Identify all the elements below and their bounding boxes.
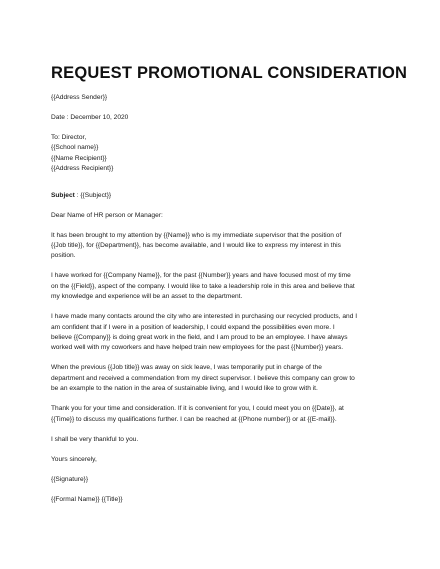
paragraph (51, 404, 389, 425)
paragraph (51, 271, 389, 302)
paragraph (51, 363, 389, 394)
paragraph-line: worked well with my coworkers and have helped train new employees for the past {{Number}} years. (51, 344, 344, 352)
thankful-line (51, 435, 389, 445)
paragraph-line: {{Job title}}, for {{Department}}, has become available, and I would like to express my interest in this (51, 242, 341, 250)
date-line: Date : December 10, 2020 (51, 114, 129, 121)
paragraph-line: position. (51, 252, 76, 260)
date-block (51, 113, 389, 123)
paragraph (51, 312, 389, 354)
letter-body (51, 93, 389, 505)
subject-line (51, 191, 389, 201)
greeting-text: Dear Name of HR person or Manager: (51, 211, 163, 219)
formal-name-text: {{Formal Name}} {{Title}} (51, 495, 123, 503)
recipient-line: {{School name}} (51, 144, 99, 152)
paragraph-line: on the {{Field}}, aspect of the company. I would like to take a leadership role in this area and believe that (51, 282, 355, 290)
address-sender-text: {{Address Sender}} (51, 94, 108, 101)
recipient-line: {{Name Recipient}} (51, 154, 107, 162)
paragraph-line: It has been brought to my attention by {{Name}} who is my immediate supervisor that the position of (51, 231, 342, 239)
paragraph (51, 231, 389, 262)
greeting (51, 211, 389, 221)
recipient-line: {{Address Recipient}} (51, 165, 114, 173)
signature-text: {{Signature}} (51, 475, 89, 483)
closing-text: Yours sincerely, (51, 455, 97, 463)
paragraph-line: be an example to the nation in the area of sustainable living, and I would like to grow with it. (51, 385, 318, 393)
address-sender (51, 93, 389, 103)
paragraph-line: my knowledge and experience will be an asset to the department. (51, 293, 243, 301)
paragraph-line: I have made many contacts around the city who are interested in purchasing our recycled products, and I (51, 313, 358, 321)
paragraph-line: believe {{Company}} is doing great work in the field, and I am proud to be an employee. I have always (51, 334, 348, 342)
closing-line (51, 455, 389, 465)
paragraph-line: When the previous {{Job title}} was away on sick leave, I was temporarily put in charge of the (51, 364, 322, 372)
recipient-line: To: Director, (51, 134, 87, 141)
paragraph-line: I have worked for {{Company Name}}, for the past {{Number}} years and have focused most of my time (51, 272, 351, 280)
paragraph-line: {{Time}} to discuss my qualifications further. I can be reached at {{Phone number}} or at {{E-mail}}. (51, 415, 337, 423)
paragraph-line: am confident that if I were in a position of leadership, I could expand the possibilities even more. I (51, 323, 335, 331)
subject-value: : {{Subject}} (74, 191, 112, 199)
formal-name-line (51, 495, 389, 505)
paragraph-line: Thank you for your time and consideration. If it is convenient for you, I could meet you on {{Date}}, at (51, 405, 344, 413)
signature-line (51, 475, 389, 485)
paragraph-line: department and received a commendation from my direct supervisor. I believe this company can grow to (51, 374, 355, 382)
subject-label: Subject (51, 191, 75, 199)
document-title: REQUEST PROMOTIONAL CONSIDERATION (51, 64, 408, 82)
thankful-text: I shall be very thankful to you. (51, 435, 139, 443)
recipient-block (51, 133, 389, 175)
